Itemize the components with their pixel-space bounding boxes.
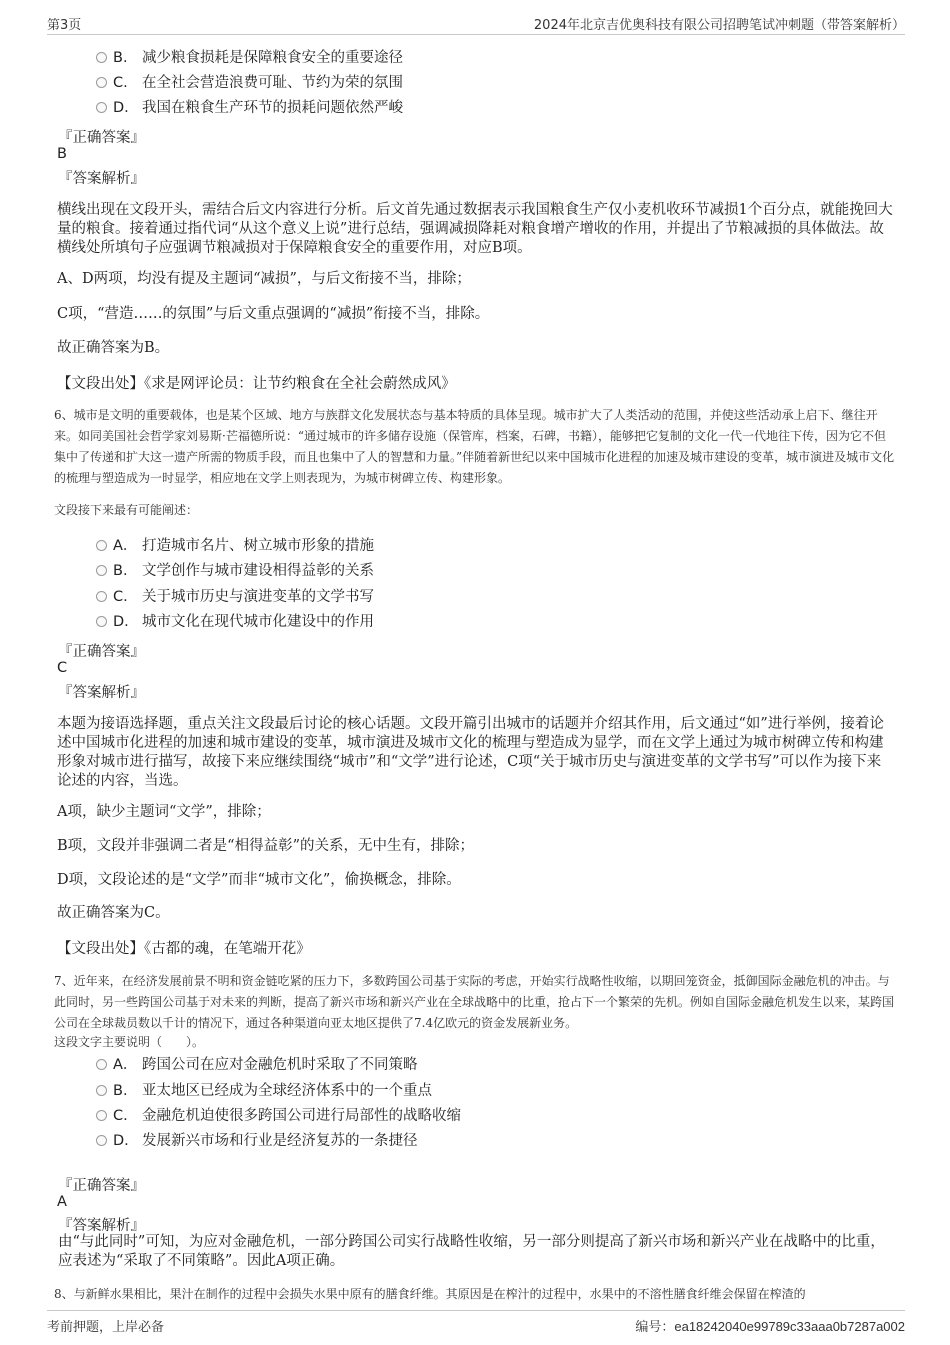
q6-analysis-paragraph: 本题为接语选择题，重点关注文段最后讨论的核心话题。文段开篇引出城市的话题并介绍其作用，后文通过“如”进行举例，接着论述中国城市化进程的加速和城市建设的变革，城市演进及城市文化的梳理与塑造成为显学，而在文学上通过为城市树碑立传和构建形象对城市进行描写，故接下来应继续围绕“城市”和“文学”进行论述，C项“关于城市历史与演进变革的文学书写”可以作为接下来论述的内容，当选。: [57, 716, 884, 789]
q6-correct-label: 『正确答案』: [58, 644, 145, 660]
q5-option-c[interactable]: C. 在全社会营造浪费可耻、节约为荣的氛围: [96, 72, 403, 94]
q6-analysis-paragraph: A项，缺少主题词“文学”，排除；: [57, 804, 271, 820]
radio-icon[interactable]: [96, 616, 107, 627]
q6-correct-answer: C: [57, 660, 68, 676]
q5-option-d[interactable]: D. 我国在粮食生产环节的损耗问题依然严峻: [96, 97, 403, 119]
q7-prompt: 这段文字主要说明（ ）。: [54, 1035, 205, 1049]
footer-slogan: 考前押题，上岸必备: [47, 1320, 165, 1335]
radio-icon[interactable]: [96, 77, 107, 88]
q5-analysis-label: 『答案解析』: [58, 171, 145, 187]
q6-option-a[interactable]: A． 打造城市名片、树立城市形象的措施: [96, 535, 374, 557]
radio-icon[interactable]: [96, 1059, 107, 1070]
q6-option-c[interactable]: C. 关于城市历史与演进变革的文学书写: [96, 586, 374, 608]
q5-correct-label: 『正确答案』: [58, 130, 145, 146]
q5-analysis-paragraph: 故正确答案为B。: [57, 340, 170, 356]
q5-analysis-paragraph: 横线出现在文段开头，需结合后文内容进行分析。后文首先通过数据表示我国粮食生产仅小麦机收环节减损1个百分点，就能挽回大量的粮食。接着通过指代词“从这个意义上说”进行总结，强调减损降耗对粮食增产增收的作用，并提出了节粮减损的具体做法。故横线处所填句子应强调节粮减损对于保障粮食安全的重要作用，对应B项。: [57, 202, 893, 256]
q6-stem: 6、城市是文明的重要载体，也是某个区域、地方与族群文化发展状态与基本特质的具体呈现。城市扩大了人类活动的范围，并使这些活动承上启下、继往开来。如同美国社会哲学家刘易斯·芒福德所说：“通过城市的许多储存设施（保管库，档案，石碑，书籍），能够把它复制的文化一代一代地往下传，因为它不但集中了传递和扩大这一遗产所需的物质手段，而且也集中了人的智慧和力量。”伴随着新世纪以来中国城市化进程的加速及城市建设的变革，城市演进及城市文化的梳理与塑造成为一时显学，相应地在文学上则表现为，为城市树碑立传、构建形象。: [54, 408, 895, 485]
q7-stem: 7、近年来，在经济发展前景不明和资金链吃紧的压力下，多数跨国公司基于实际的考虑，开始实行战略性收缩，以期回笼资金，抵御国际金融危机的冲击。与此同时，另一些跨国公司基于对未来的判断，提高了新兴市场和新兴产业在全球战略中的比重，抢占下一个繁荣的先机。例如自国际金融危机发生以来，某跨国公司在全球裁员数以千计的情况下，通过各种渠道向亚太地区提供了7.4亿欧元的资金发展新业务。: [54, 974, 895, 1030]
q7-analysis-paragraph: 由“与此同时”可知，为应对金融危机，一部分跨国公司实行战略性收缩，另一部分则提高了新兴市场和新兴产业在战略中的比重，应表述为“采取了不同策略”。因此A项正确。: [58, 1234, 885, 1269]
document-title: 2024年北京吉优奥科技有限公司招聘笔试冲刺题（带答案解析）: [533, 18, 905, 33]
radio-icon[interactable]: [96, 102, 107, 113]
q7-analysis-label: 『答案解析』: [58, 1218, 145, 1234]
q5-analysis-paragraph: A、D两项，均没有提及主题词“减损”，与后文衔接不当，排除；: [57, 271, 471, 287]
q6-source: 【文段出处】《古都的魂，在笔端开花》: [57, 941, 311, 957]
q5-correct-answer: B: [57, 146, 67, 162]
q7-option-c[interactable]: C. 金融危机迫使很多跨国公司进行局部性的战略收缩: [96, 1105, 461, 1127]
radio-icon[interactable]: [96, 1135, 107, 1146]
page-header: [47, 12, 905, 35]
q7-correct-label: 『正确答案』: [58, 1178, 145, 1194]
q6-analysis-paragraph: D项，文段论述的是“文学”而非“城市文化”，偷换概念，排除。: [57, 872, 461, 888]
q8-clip: [54, 1284, 896, 1302]
q5-analysis-paragraph: C项，“营造……的氛围”与后文重点强调的“减损”衔接不当，排除。: [57, 306, 490, 322]
page-footer: [47, 1310, 905, 1335]
q7-correct-answer: A: [57, 1194, 67, 1210]
q5-option-b[interactable]: B. 减少粮食损耗是保障粮食安全的重要途径: [96, 47, 403, 69]
q7-option-b[interactable]: B. 亚太地区已经成为全球经济体系中的一个重点: [96, 1080, 432, 1102]
page-number: 第3页: [47, 18, 82, 33]
q8-stem: 8、与新鲜水果相比，果汁在制作的过程中会损失水果中原有的膳食纤维。其原因是在榨汁的过程中，水果中的不溶性膳食纤维会保留在榨渣的: [54, 1287, 806, 1301]
q7-option-a[interactable]: A． 跨国公司在应对金融危机时采取了不同策略: [96, 1054, 418, 1076]
radio-icon[interactable]: [96, 565, 107, 576]
q6-analysis-paragraph: 故正确答案为C。: [57, 905, 170, 921]
document-code: 编号：ea18242040e99789c33aaa0b7287a002: [635, 1319, 905, 1335]
q6-analysis-paragraph: B项，文段并非强调二者是“相得益彰”的关系，无中生有，排除；: [57, 838, 474, 854]
q6-analysis-label: 『答案解析』: [58, 685, 145, 701]
radio-icon[interactable]: [96, 1110, 107, 1121]
radio-icon[interactable]: [96, 1085, 107, 1096]
q5-source: 【文段出处】《求是网评论员：让节约粮食在全社会蔚然成风》: [57, 376, 456, 392]
q7-option-d[interactable]: D. 发展新兴市场和行业是经济复苏的一条捷径: [96, 1130, 418, 1152]
q6-prompt: 文段接下来最有可能阐述：: [54, 503, 199, 517]
radio-icon[interactable]: [96, 52, 107, 63]
radio-icon[interactable]: [96, 591, 107, 602]
radio-icon[interactable]: [96, 540, 107, 551]
q6-option-b[interactable]: B. 文学创作与城市建设相得益彰的关系: [96, 560, 374, 582]
q6-option-d[interactable]: D. 城市文化在现代城市化建设中的作用: [96, 611, 374, 633]
